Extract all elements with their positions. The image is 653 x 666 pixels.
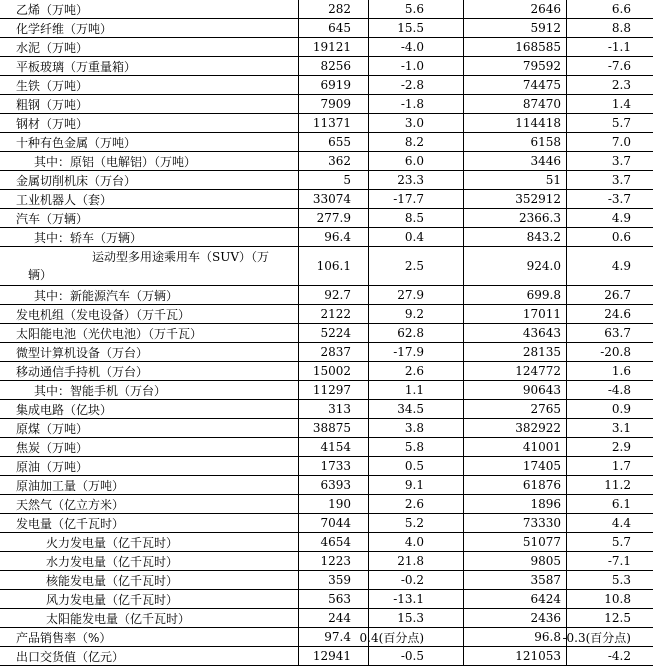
cell-v2: 27.9 [397,288,424,302]
cell-v3: 51077 [522,535,561,549]
table-row [0,571,653,590]
cell-v1: 359 [328,573,351,587]
cell-v2: 4.0 [404,535,424,549]
row-label: 平板玻璃（万重量箱） [16,59,137,74]
cell-v4: 6.1 [611,497,631,511]
cell-v1: 6919 [320,78,351,92]
cell-v3: 87470 [522,97,561,111]
cell-v1: 38875 [312,421,351,435]
row-label: 其中：原铝（电解铝）（万吨） [34,154,197,169]
row-label: 水泥（万吨） [16,40,89,55]
cell-v3: 3587 [530,573,561,587]
cell-v2: 0.5 [404,459,424,473]
table-row [0,247,653,286]
cell-v2: 9.1 [404,478,424,492]
cell-v4: 5.7 [611,535,631,549]
cell-v4: 4.9 [611,211,631,225]
cell-v2: 62.8 [397,326,424,340]
cell-v3: 168585 [515,40,561,54]
cell-v1: 12941 [312,649,351,663]
cell-v4: 3.7 [611,154,631,168]
cell-v4: -1.1 [607,40,631,54]
cell-v3: 73330 [522,516,561,530]
cell-v4: 12.5 [604,611,631,625]
table-row [0,114,653,133]
cell-v2: -1.8 [400,97,424,111]
table-row [0,457,653,476]
table-row [0,362,653,381]
cell-v3: 51 [545,173,561,187]
row-label: 工业机器人（套） [16,192,113,207]
cell-v2: -4.0 [400,40,424,54]
row-label: 其中：智能手机（万台） [34,383,167,398]
cell-v1: 11371 [312,116,351,130]
cell-v1: 282 [328,2,351,16]
table-row [0,419,653,438]
cell-v1: 190 [328,497,351,511]
cell-v1: 97.4 [324,630,351,644]
cell-v4: 24.6 [604,307,631,321]
row-label: 粗钢（万吨） [16,97,89,112]
cell-v4: 0.6 [611,230,631,244]
table-row [0,609,653,628]
cell-v2: 1.1 [404,383,424,397]
table-row [0,590,653,609]
table-row [0,495,653,514]
cell-v3: 2436 [530,611,561,625]
row-label: 乙烯（万吨） [16,2,89,17]
cell-v1: 4654 [320,535,351,549]
table-row [0,190,653,209]
cell-v4: 26.7 [604,288,631,302]
cell-v4: 0.9 [611,402,631,416]
table-row [0,228,653,247]
cell-v1: 106.1 [316,259,351,273]
cell-v4: 4.4 [611,516,631,530]
cell-v4: -7.6 [607,59,631,73]
cell-v3: 90643 [522,383,561,397]
cell-v4: 3.7 [611,173,631,187]
row-label: 原煤（万吨） [16,421,89,436]
cell-v2: 2.6 [404,497,424,511]
cell-v1: 563 [328,592,351,606]
cell-v4: 10.8 [604,592,631,606]
cell-v2: 15.3 [397,611,424,625]
cell-v4: 4.9 [611,259,631,273]
cell-v3: 79592 [522,59,561,73]
cell-v4: 1.4 [611,97,631,111]
cell-v3: 924.0 [526,259,561,273]
cell-v2: -2.8 [400,78,424,92]
row-label: 出口交货值（亿元） [16,649,125,664]
table-row [0,38,653,57]
cell-v3: 17011 [522,307,561,321]
cell-v2: 5.6 [404,2,424,16]
cell-v2: 6.0 [404,154,424,168]
row-label: 原油（万吨） [16,459,89,474]
cell-v1: 8256 [320,59,351,73]
cell-v1: 6393 [320,478,351,492]
cell-v1: 92.7 [324,288,351,302]
cell-v4: 6.6 [611,2,631,16]
cell-v4: 3.1 [611,421,631,435]
cell-v4: -4.2 [607,649,631,663]
cell-v4: 1.6 [611,364,631,378]
table-row [0,647,653,666]
row-label: 移动通信手持机（万台） [16,364,149,379]
table-row [0,171,653,190]
table-row [0,381,653,400]
cell-v1: 1223 [320,554,351,568]
row-label: 原油加工量（万吨） [16,478,125,493]
cell-v3: 114418 [515,116,561,130]
row-label: 焦炭（万吨） [16,440,89,455]
table-row [0,95,653,114]
cell-v3: 74475 [522,78,561,92]
cell-v2: 8.5 [404,211,424,225]
table-row [0,628,653,647]
row-label: 产品销售率（%） [16,630,112,645]
cell-v3: 2765 [530,402,561,416]
cell-v2: -17.7 [393,192,424,206]
cell-v1: 19121 [312,40,351,54]
cell-v1: 15002 [312,364,351,378]
table-row [0,533,653,552]
row-label: 水力发电量（亿千瓦时） [46,554,179,569]
row-label: 集成电路（亿块） [16,402,113,417]
cell-v2: 15.5 [397,21,424,35]
table-row [0,343,653,362]
cell-v1: 313 [328,402,351,416]
cell-v1: 7909 [320,97,351,111]
cell-v3: 121053 [515,649,561,663]
cell-v3: 1896 [530,497,561,511]
cell-v2: 5.2 [404,516,424,530]
cell-v2: 0.4 [404,230,424,244]
table-row [0,324,653,343]
cell-v1: 96.4 [324,230,351,244]
table-row [0,133,653,152]
row-label: 其中：轿车（万辆） [34,230,143,245]
cell-v3: 43643 [522,326,561,340]
cell-v2: 2.5 [404,259,424,273]
cell-v3: 28135 [522,345,561,359]
cell-v3: 124772 [515,364,561,378]
row-label: 火力发电量（亿千瓦时） [46,535,179,550]
cell-v1: 5 [343,173,351,187]
cell-v3: 2646 [530,2,561,16]
cell-v4: 5.7 [611,116,631,130]
row-label: 核能发电量（亿千瓦时） [46,573,179,588]
row-label: 发电量（亿千瓦时） [16,516,125,531]
cell-v4: -0.3(百分点) [562,630,631,645]
cell-v1: 362 [328,154,351,168]
cell-v1: 2122 [320,307,351,321]
cell-v2: -0.5 [400,649,424,663]
cell-v3: 382922 [515,421,561,435]
row-label: 汽车（万辆） [16,211,89,226]
cell-v4: 1.7 [611,459,631,473]
cell-v3: 5912 [530,21,561,35]
table-row [0,57,653,76]
cell-v3: 699.8 [526,288,561,302]
cell-v1: 244 [328,611,351,625]
cell-v1: 277.9 [316,211,351,225]
table-row [0,476,653,495]
row-label-line-1: 运动型多用途乘用车（SUV）（万 [92,250,270,264]
cell-v4: 11.2 [604,478,631,492]
cell-v2: 0.4(百分点) [359,630,424,645]
cell-v2: 23.3 [397,173,424,187]
row-label: 微型计算机设备（万台） [16,345,149,360]
cell-v3: 9805 [530,554,561,568]
table-row [0,76,653,95]
cell-v4: -7.1 [607,554,631,568]
cell-v4: 5.3 [611,573,631,587]
table-row [0,209,653,228]
cell-v3: 61876 [522,478,561,492]
table-row [0,152,653,171]
table-row [0,438,653,457]
table-row [0,305,653,324]
row-label: 其中：新能源汽车（万辆） [34,288,179,303]
cell-v2: -17.9 [393,345,424,359]
cell-v2: 3.8 [404,421,424,435]
cell-v1: 645 [328,21,351,35]
cell-v2: -1.0 [400,59,424,73]
row-label: 化学纤维（万吨） [16,21,113,36]
cell-v4: 7.0 [611,135,631,149]
table-row [0,552,653,571]
table-row [0,400,653,419]
cell-v4: 63.7 [604,326,631,340]
cell-v1: 33074 [312,192,351,206]
cell-v1: 1733 [320,459,351,473]
row-label: 太阳能发电量（亿千瓦时） [46,611,191,626]
cell-v2: 5.8 [404,440,424,454]
cell-v2: 2.6 [404,364,424,378]
cell-v1: 2837 [320,345,351,359]
row-label: 发电机组（发电设备）（万千瓦） [16,307,191,322]
row-label: 风力发电量（亿千瓦时） [46,592,179,607]
cell-v2: 34.5 [397,402,424,416]
cell-v1: 7044 [320,516,351,530]
row-label: 十种有色金属（万吨） [16,135,137,150]
cell-v4: -4.8 [607,383,631,397]
cell-v4: 2.3 [611,78,631,92]
cell-v3: 96.8 [534,630,561,644]
cell-v3: 843.2 [526,230,561,244]
cell-v2: 3.0 [404,116,424,130]
cell-v2: 9.2 [404,307,424,321]
cell-v3: 6158 [530,135,561,149]
cell-v2: -0.2 [400,573,424,587]
row-label: 天然气（亿立方米） [16,497,125,512]
cell-v3: 41001 [522,440,561,454]
cell-v3: 3446 [530,154,561,168]
row-label-line-2: 辆） [28,268,53,282]
table-row [0,19,653,38]
cell-v3: 2366.3 [519,211,561,225]
row-label: 太阳能电池（光伏电池）（万千瓦） [16,326,203,341]
cell-v2: -13.1 [393,592,424,606]
row-label: 金属切削机床（万台） [16,173,137,188]
row-label [28,247,314,285]
cell-v2: 8.2 [404,135,424,149]
cell-v3: 17405 [522,459,561,473]
cell-v4: -3.7 [607,192,631,206]
table-row [0,286,653,305]
cell-v3: 352912 [515,192,561,206]
cell-v1: 655 [328,135,351,149]
table-row [0,0,653,19]
cell-v4: 2.9 [611,440,631,454]
row-label: 钢材（万吨） [16,116,89,131]
row-label: 生铁（万吨） [16,78,89,93]
cell-v1: 4154 [320,440,351,454]
cell-v1: 11297 [312,383,351,397]
cell-v3: 6424 [530,592,561,606]
cell-v4: -20.8 [600,345,631,359]
table-row [0,514,653,533]
cell-v1: 5224 [320,326,351,340]
cell-v4: 8.8 [611,21,631,35]
cell-v2: 21.8 [397,554,424,568]
